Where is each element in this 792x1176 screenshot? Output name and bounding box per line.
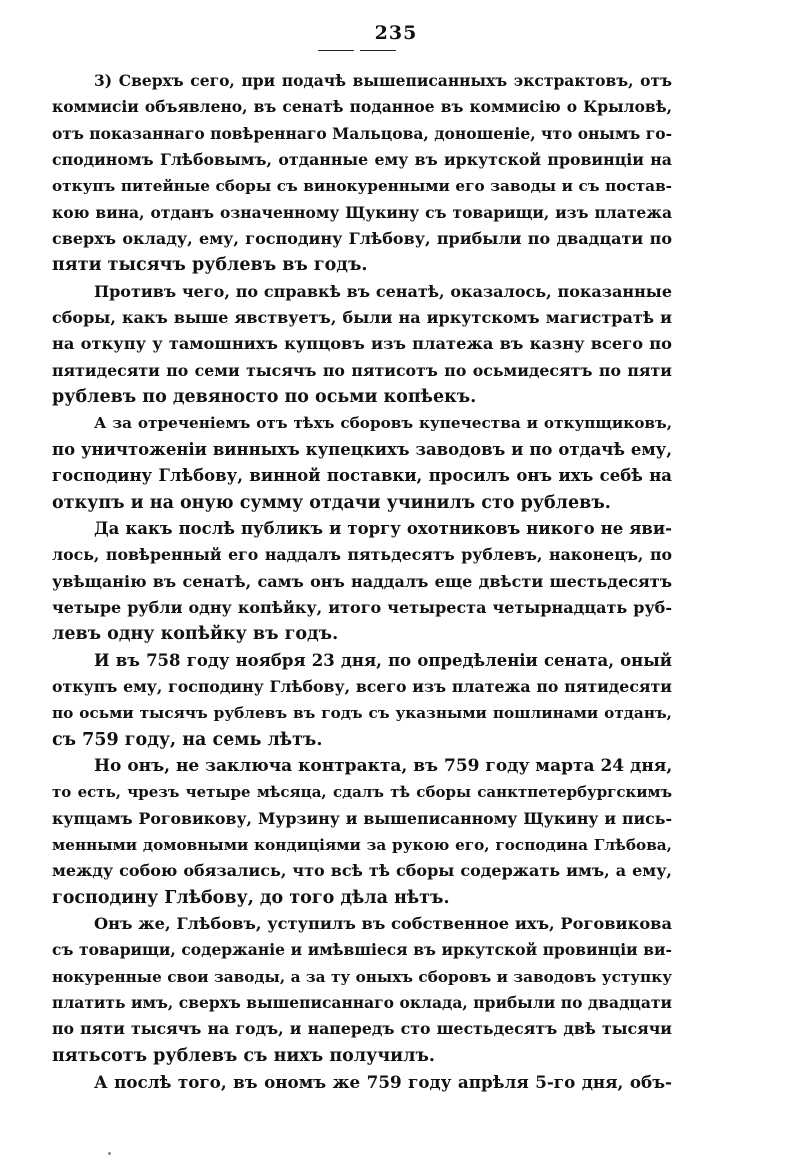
text-line: купцамъ Роговикову, Мурзину и вышеписанному Щукину и пись- <box>52 808 672 828</box>
text-line: съ 759 году, на семь лѣтъ. <box>52 729 323 750</box>
text-line: отъ показаннаго повѣреннаго Мальцова, доношеніе, что онымъ го- <box>52 123 672 143</box>
text-line: рублевъ по девяносто по осьми копѣекъ. <box>52 387 477 408</box>
text-line: между собою обязались, что всѣ тѣ сборы содержать имъ, а ему, <box>52 861 672 881</box>
text-line: по уничтоженіи винныхъ купецкихъ заводовъ и по отдачѣ ему, <box>52 439 672 459</box>
text-line: на откупу у тамошнихъ купцовъ изъ платежа въ казну всего по <box>52 334 672 354</box>
text-line: платить имъ, сверхъ вышеписаннаго оклада, прибыли по двадцати <box>52 993 672 1013</box>
text-line: то есть, чрезъ четыре мѣсяца, сдалъ тѣ сборы санктпетербургскимъ <box>52 783 672 802</box>
text-line: по пяти тысячъ на годъ, и напередъ сто шестьдесятъ двѣ тысячи <box>52 1019 672 1039</box>
text-line: левъ одну копѣйку въ годъ. <box>52 624 339 645</box>
body-text <box>52 68 672 1095</box>
text-line: господину Глѣбову, винной поставки, просилъ онъ ихъ себѣ на <box>52 466 672 486</box>
text-line: кою вина, отданъ означенному Щукину съ товарищи, изъ платежа <box>52 202 672 222</box>
text-line: откупъ питейные сборы съ винокуренными его заводы и съ постав- <box>52 177 672 196</box>
text-line: пятьсотъ рублевъ съ нихъ получилъ. <box>52 1045 435 1066</box>
text-line: сподиномъ Глѣбовымъ, отданные ему въ иркутской провинціи на <box>52 150 672 170</box>
text-line: сборы, какъ выше явствуетъ, были на иркутскомъ магистратѣ и <box>52 308 672 328</box>
text-line: Да какъ послѣ публикъ и торгу охотниковъ никого не яви- <box>94 518 672 538</box>
text-line: менными домовными кондиціями за рукою его, господина Глѣбова, <box>52 835 672 854</box>
text-line: Но онъ, не заключа контракта, въ 759 году марта 24 дня, <box>94 755 673 776</box>
text-line: четыре рубли одну копѣйку, итого четыреста четырнадцать руб- <box>52 597 672 617</box>
scan-speck <box>108 1152 111 1155</box>
text-line: пяти тысячъ рублевъ въ годъ. <box>52 255 368 276</box>
text-line: съ товарищи, содержаніе и имѣвшіеся въ иркутской провинціи ви- <box>52 940 672 960</box>
text-line: И въ 758 году ноября 23 дня, по опредѣленіи сената, оный <box>94 650 672 670</box>
text-line: А за отреченіемъ отъ тѣхъ сборовъ купечества и откупщиковъ, <box>94 414 672 433</box>
text-line: откупъ и на оную сумму отдачи учинилъ сто рублевъ. <box>52 492 611 513</box>
header-rule-right <box>360 50 396 51</box>
text-line: по осьми тысячъ рублевъ въ годъ съ указными пошлинами отданъ, <box>52 704 672 723</box>
text-line: лось, повѣренный его наддалъ пятьдесятъ рублевъ, наконецъ, по <box>52 545 672 565</box>
header-rule-left <box>318 50 354 51</box>
text-line: 3) Сверхъ сего, при подачѣ вышеписанныхъ экстрактовъ, отъ <box>94 71 672 90</box>
text-line: коммисіи объявлено, въ сенатѣ поданное въ коммисію о Крыловѣ, <box>52 97 672 117</box>
text-line: нокуренные свои заводы, а за ту оныхъ сборовъ и заводовъ уступку <box>52 967 672 986</box>
text-line: Онъ же, Глѣбовъ, уступилъ въ собственное ихъ, Роговикова <box>94 914 672 933</box>
text-line: А послѣ того, въ ономъ же 759 году апрѣля 5-го дня, объ- <box>94 1072 672 1093</box>
text-line: сверхъ окладу, ему, господину Глѣбову, прибыли по двадцати по <box>52 229 672 249</box>
text-line: увѣщанію въ сенатѣ, самъ онъ наддалъ еще двѣсти шестьдесятъ <box>52 571 672 591</box>
text-line: пятидесяти по семи тысячъ по пятисотъ по осьмидесятъ по пяти <box>52 360 672 380</box>
page-number: 235 <box>374 22 418 44</box>
text-line: откупъ ему, господину Глѣбову, всего изъ платежа по пятидесяти <box>52 676 672 696</box>
text-line: Противъ чего, по справкѣ въ сенатѣ, оказалось, показанные <box>94 281 672 301</box>
text-line: господину Глѣбову, до того дѣла нѣтъ. <box>52 887 450 908</box>
